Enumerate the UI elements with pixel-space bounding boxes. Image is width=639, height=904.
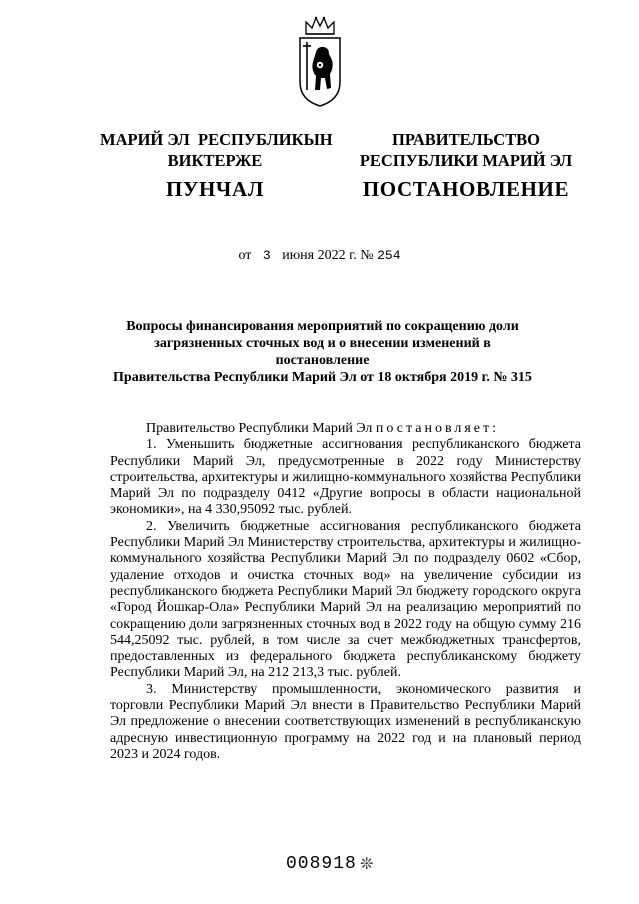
paragraph-3: 3. Министерству промышленности, экономического развития и торговли Республики Марий Эл внести в Правительство Республики Марий Эл предложение о внесении соответствующих изменений в республиканскую адресную инвестиционную программу на 2022 год и на плановый период 2023 и 2024 годов. (110, 681, 581, 762)
coat-of-arms-emblem (296, 12, 344, 110)
header-right-line2: РЕСПУБЛИКИ МАРИЙ ЭЛ (359, 151, 573, 170)
header-right (356, 129, 576, 200)
paragraph-1: 1. Уменьшить бюджетные ассигнования республиканского бюджета Республики Марий Эл, предусмотренные в 2022 году Министерству строительства, архитектуры и жилищно-коммунального хозяйства Республики Марий Эл по подразделу 0412 «Другие вопросы в области национальной экономики», на 4 330,95092 тыс. рублей. (110, 437, 581, 518)
intro-verb: постановляет: (375, 421, 500, 436)
title-line-2: загрязненных сточных вод и о внесении изменений в постановление (154, 336, 491, 368)
header-right-line1: ПРАВИТЕЛЬСТВО (392, 130, 540, 149)
header-left-line2: ВИКТЕРЖЕ (167, 151, 263, 170)
document-number: 254 (377, 248, 401, 263)
title-line-1: Вопросы финансирования мероприятий по сокращению доли (126, 319, 519, 334)
title-line-3: Правительства Республики Марий Эл от 18 октября 2019 г. № 315 (113, 370, 532, 385)
header-right-doc-type: ПОСТАНОВЛЕНИЕ (362, 177, 570, 201)
document-date (0, 248, 639, 264)
document-body (110, 421, 581, 763)
date-month-year: июня 2022 г. № (282, 248, 374, 263)
header-left (100, 129, 333, 201)
intro-subject: Правительство Республики Марий Эл (146, 421, 373, 436)
paragraph-2: 2. Увеличить бюджетные ассигнования республиканского бюджета Республики Марий Эл Министерству строительства, архитектуры и жилищно-коммунального хозяйства Республики Марий Эл по подразделу 0602 «Сбор, удаление отходов и очистка сточных вод» на увеличение субсидии из республиканского бюджета Республики Марий Эл бюджету городского округа «Город Йошкар-Ола» Республики Марий Эл на реализацию мероприятий по сокращению доли загрязненных сточных вод в 2022 году на общую сумму 216 544,25092 тыс. рублей, в том числе за счет межбюджетных трансфертов, предоставленных из федерального бюджета республиканскому бюджету Республики Марий Эл, на 212 213,3 тыс. рублей. (110, 518, 581, 681)
header-left-line1: МАРИЙ ЭЛ РЕСПУБЛИКЫН (100, 130, 333, 149)
document-title (110, 318, 535, 386)
crown-icon (306, 17, 334, 34)
header-left-doc-type: ПУНЧАЛ (166, 177, 264, 201)
serial-mark-icon: ❊ (360, 856, 374, 873)
date-prefix: от (238, 248, 252, 263)
date-day: 3 (262, 248, 271, 263)
intro-paragraph (110, 421, 581, 437)
serial-number: 008918 (286, 854, 357, 874)
